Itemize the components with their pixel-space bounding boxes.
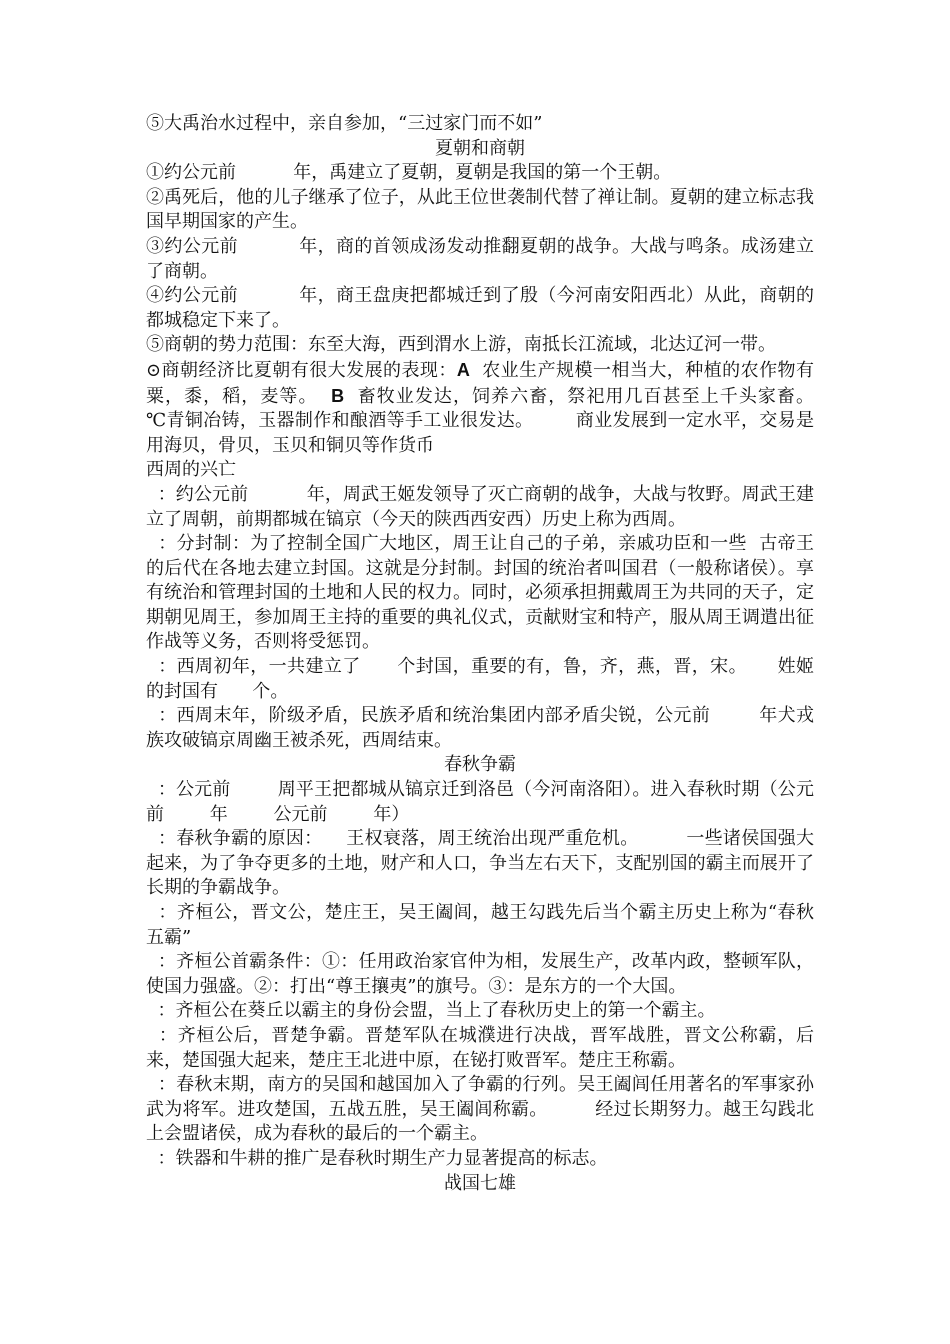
- xs-item-6: [146, 358, 843, 458]
- xs-item-5: ⑤商朝的势力范围：东至大海，西到渭水上游，南抵长江流域，北达辽河一带。: [146, 334, 776, 356]
- xs-item-6-marker-b: B: [331, 385, 345, 406]
- xs-item-6-text-c: 畜牧业发达，饲养六畜，祭祀用几百甚至上千头家畜。 ℃青铜冶铸，玉器制作和酿酒等手工业很发达。 商业发展到一定水平，交易是用海贝，骨贝，玉贝和铜贝等作货币: [146, 385, 843, 456]
- xz-item-2: ：分封制：为了控制全国广大地区，周王让自己的子弟，亲戚功臣和一些 古帝王的后代在各地去建立封国。这就是分封制。封国的统治者叫国君（一般称诸侯）。享有统治和管理封国的土地和人民的权力。同时，必须承担拥戴周王为共同的天子，定期朝见周王，参加周王主持的重要的典礼仪式，贡献财宝和特产，服从周王调遣出征作战等义务，否则将受惩罚。: [146, 533, 814, 653]
- xs-item-6-text-b: 农业生产规模一相当大，种植的农作物有粟，黍，稻，麦等。: [146, 359, 814, 407]
- xs-item-3: ③约公元前 年，商的首领成汤发动推翻夏朝的战争。大战与鸣条。成汤建立了商朝。: [146, 235, 814, 282]
- document-page: [146, 112, 843, 1196]
- xs-item-6-text-a: ⊙商朝经济比夏朝有很大发展的表现：: [146, 359, 457, 381]
- cq-item-5: ：齐桓公在葵丘以霸主的身份会盟，当上了春秋历史上的第一个霸主。: [146, 1000, 716, 1022]
- xs-item-2: ②禹死后，他的儿子继承了位子，从此王位世袭制代替了禅让制。夏朝的建立标志我国早期国家的产生。: [146, 186, 814, 233]
- cq-item-3: ：齐桓公，晋文公，楚庄王，吴王阖闾，越王勾践先后当个霸主历史上称为“春秋五霸”: [146, 902, 814, 948]
- xs-item-1: ①约公元前 年，禹建立了夏朝，夏朝是我国的第一个王朝。: [146, 162, 672, 184]
- xz-item-1: ：约公元前 年，周武王姬发领导了灭亡商朝的战争，大战与牧野。周武王建立了周朝，前期都城在镐京（今天的陕西西安西）历史上称为西周。: [146, 483, 814, 530]
- heading-xizhou: 西周的兴亡: [146, 459, 236, 481]
- cq-item-2: ：春秋争霸的原因： 王权衰落，周王统治出现严重危机。 一些诸侯国强大起来，为了争夺更多的土地，财产和人口，争当左右天下，支配别国的霸主而展开了长期的争霸战争。: [146, 828, 814, 899]
- xz-item-3: ：西周初年，一共建立了 个封国，重要的有，鲁，齐，燕，晋，宋。 姓姬的封国有 个。: [146, 656, 814, 702]
- xs-item-4: ④约公元前 年，商王盘庚把都城迁到了殷（今河南安阳西北）从此，商朝的都城稳定下来了。: [146, 285, 814, 331]
- cq-item-4: ：齐桓公首霸条件：①：任用政治家官仲为相，发展生产，改革内政，整顿军队，使国力强盛。②：打出“尊王攘夷”的旗号。③：是东方的一个大国。: [146, 951, 814, 997]
- heading-chunqiu: 春秋争霸: [444, 754, 516, 776]
- heading-xia-shang: 夏朝和商朝: [435, 137, 525, 159]
- intro-line: ⑤大禹治水过程中，亲自参加，“三过家门而不如”: [146, 113, 543, 134]
- xz-item-4: ：西周末年，阶级矛盾，民族矛盾和统治集团内部矛盾尖锐，公元前 年犬戎族攻破镐京周幽王被杀死，西周结束。: [146, 705, 814, 751]
- cq-item-7: ：春秋末期，南方的吴国和越国加入了争霸的行列。吴王阖闾任用著名的军事家孙武为将军。进攻楚国，五战五胜，吴王阖闾称霸。 经过长期努力。越王勾践北上会盟诸侯，成为春秋的最后的一个霸主。: [146, 1074, 814, 1145]
- cq-item-1: ：公元前 周平王把都城从镐京迁到洛邑（今河南洛阳）。进入春秋时期（公元前 年 公元前 年）: [146, 779, 814, 825]
- heading-zhanguo: 战国七雄: [444, 1172, 516, 1194]
- xs-item-6-marker-a: A: [456, 359, 470, 380]
- cq-item-6: ：齐桓公后，晋楚争霸。晋楚军队在城濮进行决战，晋军战胜，晋文公称霸，后来，楚国强大起来，楚庄王北进中原，在铋打败晋军。楚庄王称霸。: [146, 1024, 814, 1071]
- cq-item-8: ：铁器和牛耕的推广是春秋时期生产力显著提高的标志。: [146, 1147, 608, 1169]
